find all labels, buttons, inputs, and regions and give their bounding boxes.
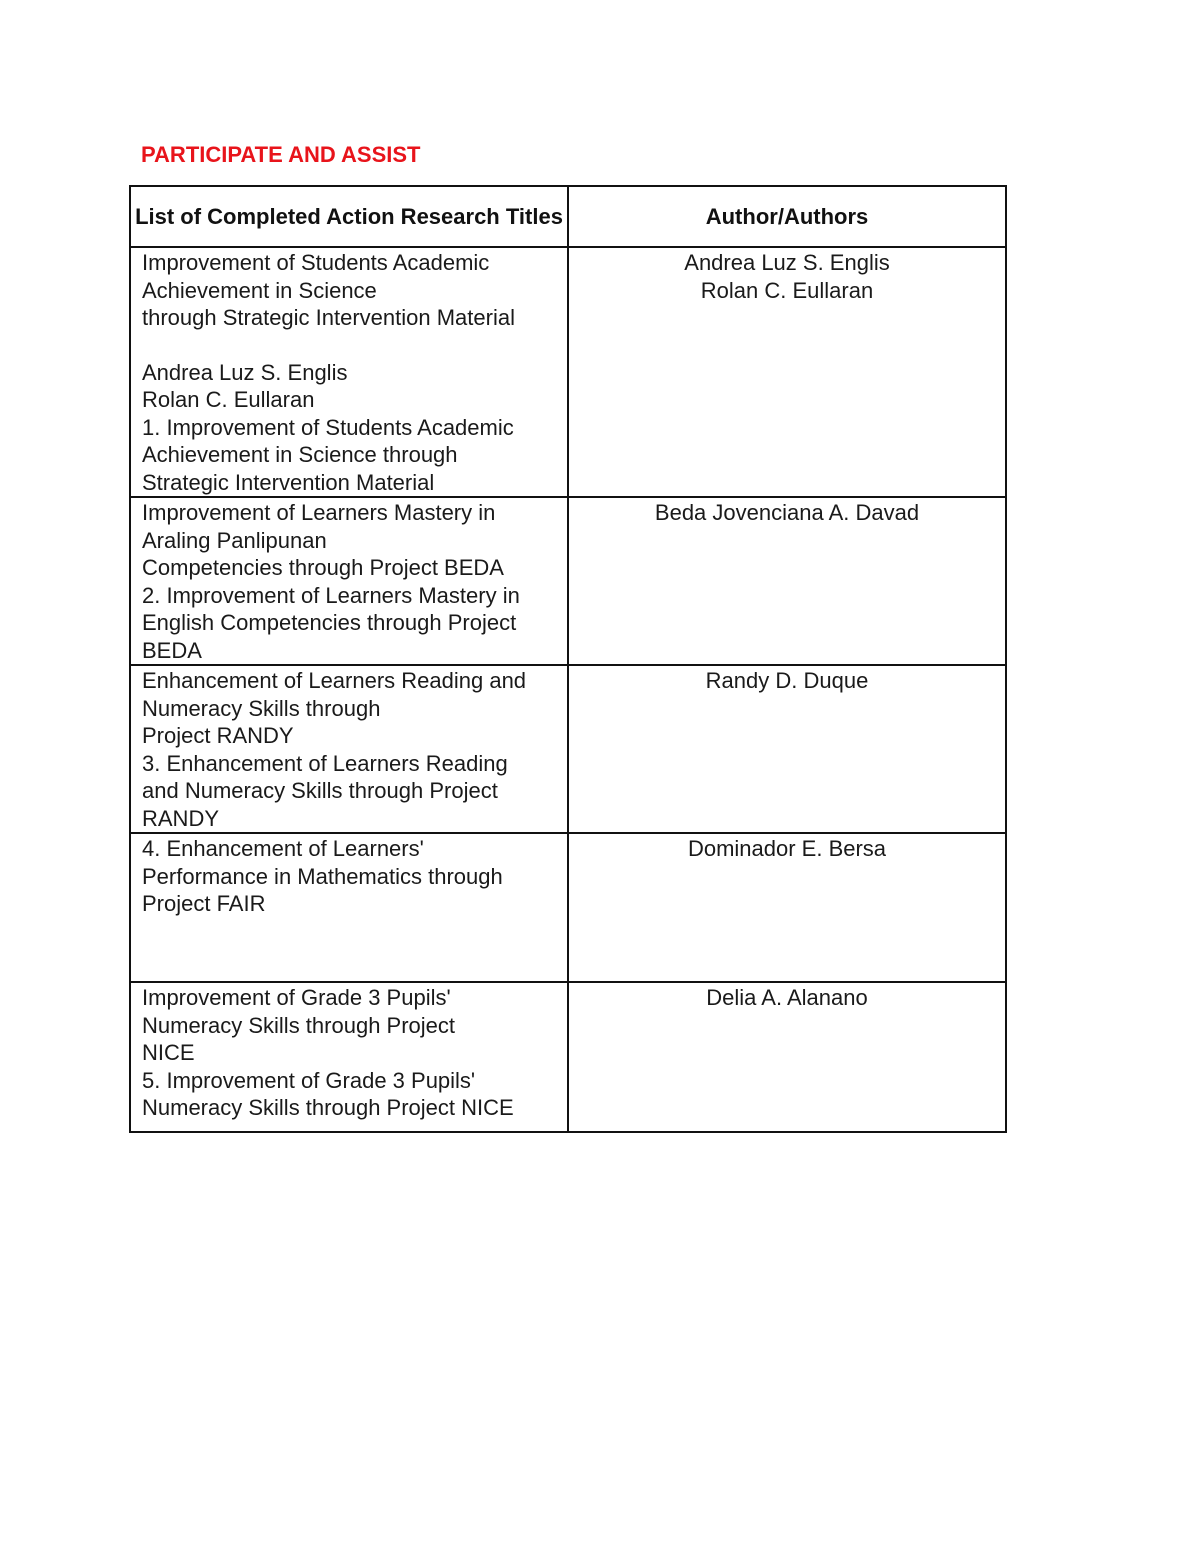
research-title-text: 4. Enhancement of Learners' Performance in Mathematics through Project FAIR <box>142 836 503 916</box>
header-titles: List of Completed Action Research Titles <box>130 186 568 247</box>
research-title-cell <box>130 833 568 982</box>
header-authors: Author/Authors <box>568 186 1006 247</box>
author-text: Delia A. Alanano <box>706 985 868 1010</box>
table-row <box>130 247 1006 497</box>
author-text: Dominador E. Bersa <box>687 836 887 861</box>
author-cell <box>568 247 1006 497</box>
author-text: Beda Jovenciana A. Davad <box>654 500 920 525</box>
research-title-text: Improvement of Learners Mastery in Araling Panlipunan Competencies through Project BEDA 2. Improvement of Learners Mastery in English Competencies through Project BEDA <box>142 500 520 663</box>
research-title-cell <box>130 247 568 497</box>
author-text: Randy D. Duque <box>705 668 869 693</box>
research-title-cell <box>130 497 568 665</box>
research-title-cell <box>130 982 568 1132</box>
table-row <box>130 665 1006 833</box>
author-text: Andrea Luz S. Englis Rolan C. Eullaran <box>684 250 890 303</box>
author-cell <box>568 982 1006 1132</box>
research-title-cell <box>130 665 568 833</box>
table-row <box>130 497 1006 665</box>
author-cell <box>568 833 1006 982</box>
research-title-text: Improvement of Students Academic Achievement in Science through Strategic Intervention Material <box>142 250 515 330</box>
table-row <box>130 833 1006 982</box>
action-research-table <box>129 185 1007 1133</box>
author-cell <box>568 497 1006 665</box>
author-cell <box>568 665 1006 833</box>
table-row <box>130 982 1006 1132</box>
research-title-text: Improvement of Grade 3 Pupils' Numeracy Skills through Project NICE 5. Improvement of Grade 3 Pupils' Numeracy Skills through Project NICE <box>142 985 514 1120</box>
page-heading: PARTICIPATE AND ASSIST <box>141 142 421 167</box>
table-header-row <box>130 186 1006 247</box>
research-title-text: Enhancement of Learners Reading and Numeracy Skills through Project RANDY 3. Enhancement of Learners Reading and Numeracy Skills through Project RANDY <box>142 668 527 831</box>
research-title-text-continued: Andrea Luz S. Englis Rolan C. Eullaran 1. Improvement of Students Academic Achievement in Science through Strategic Intervention Material <box>142 359 514 495</box>
